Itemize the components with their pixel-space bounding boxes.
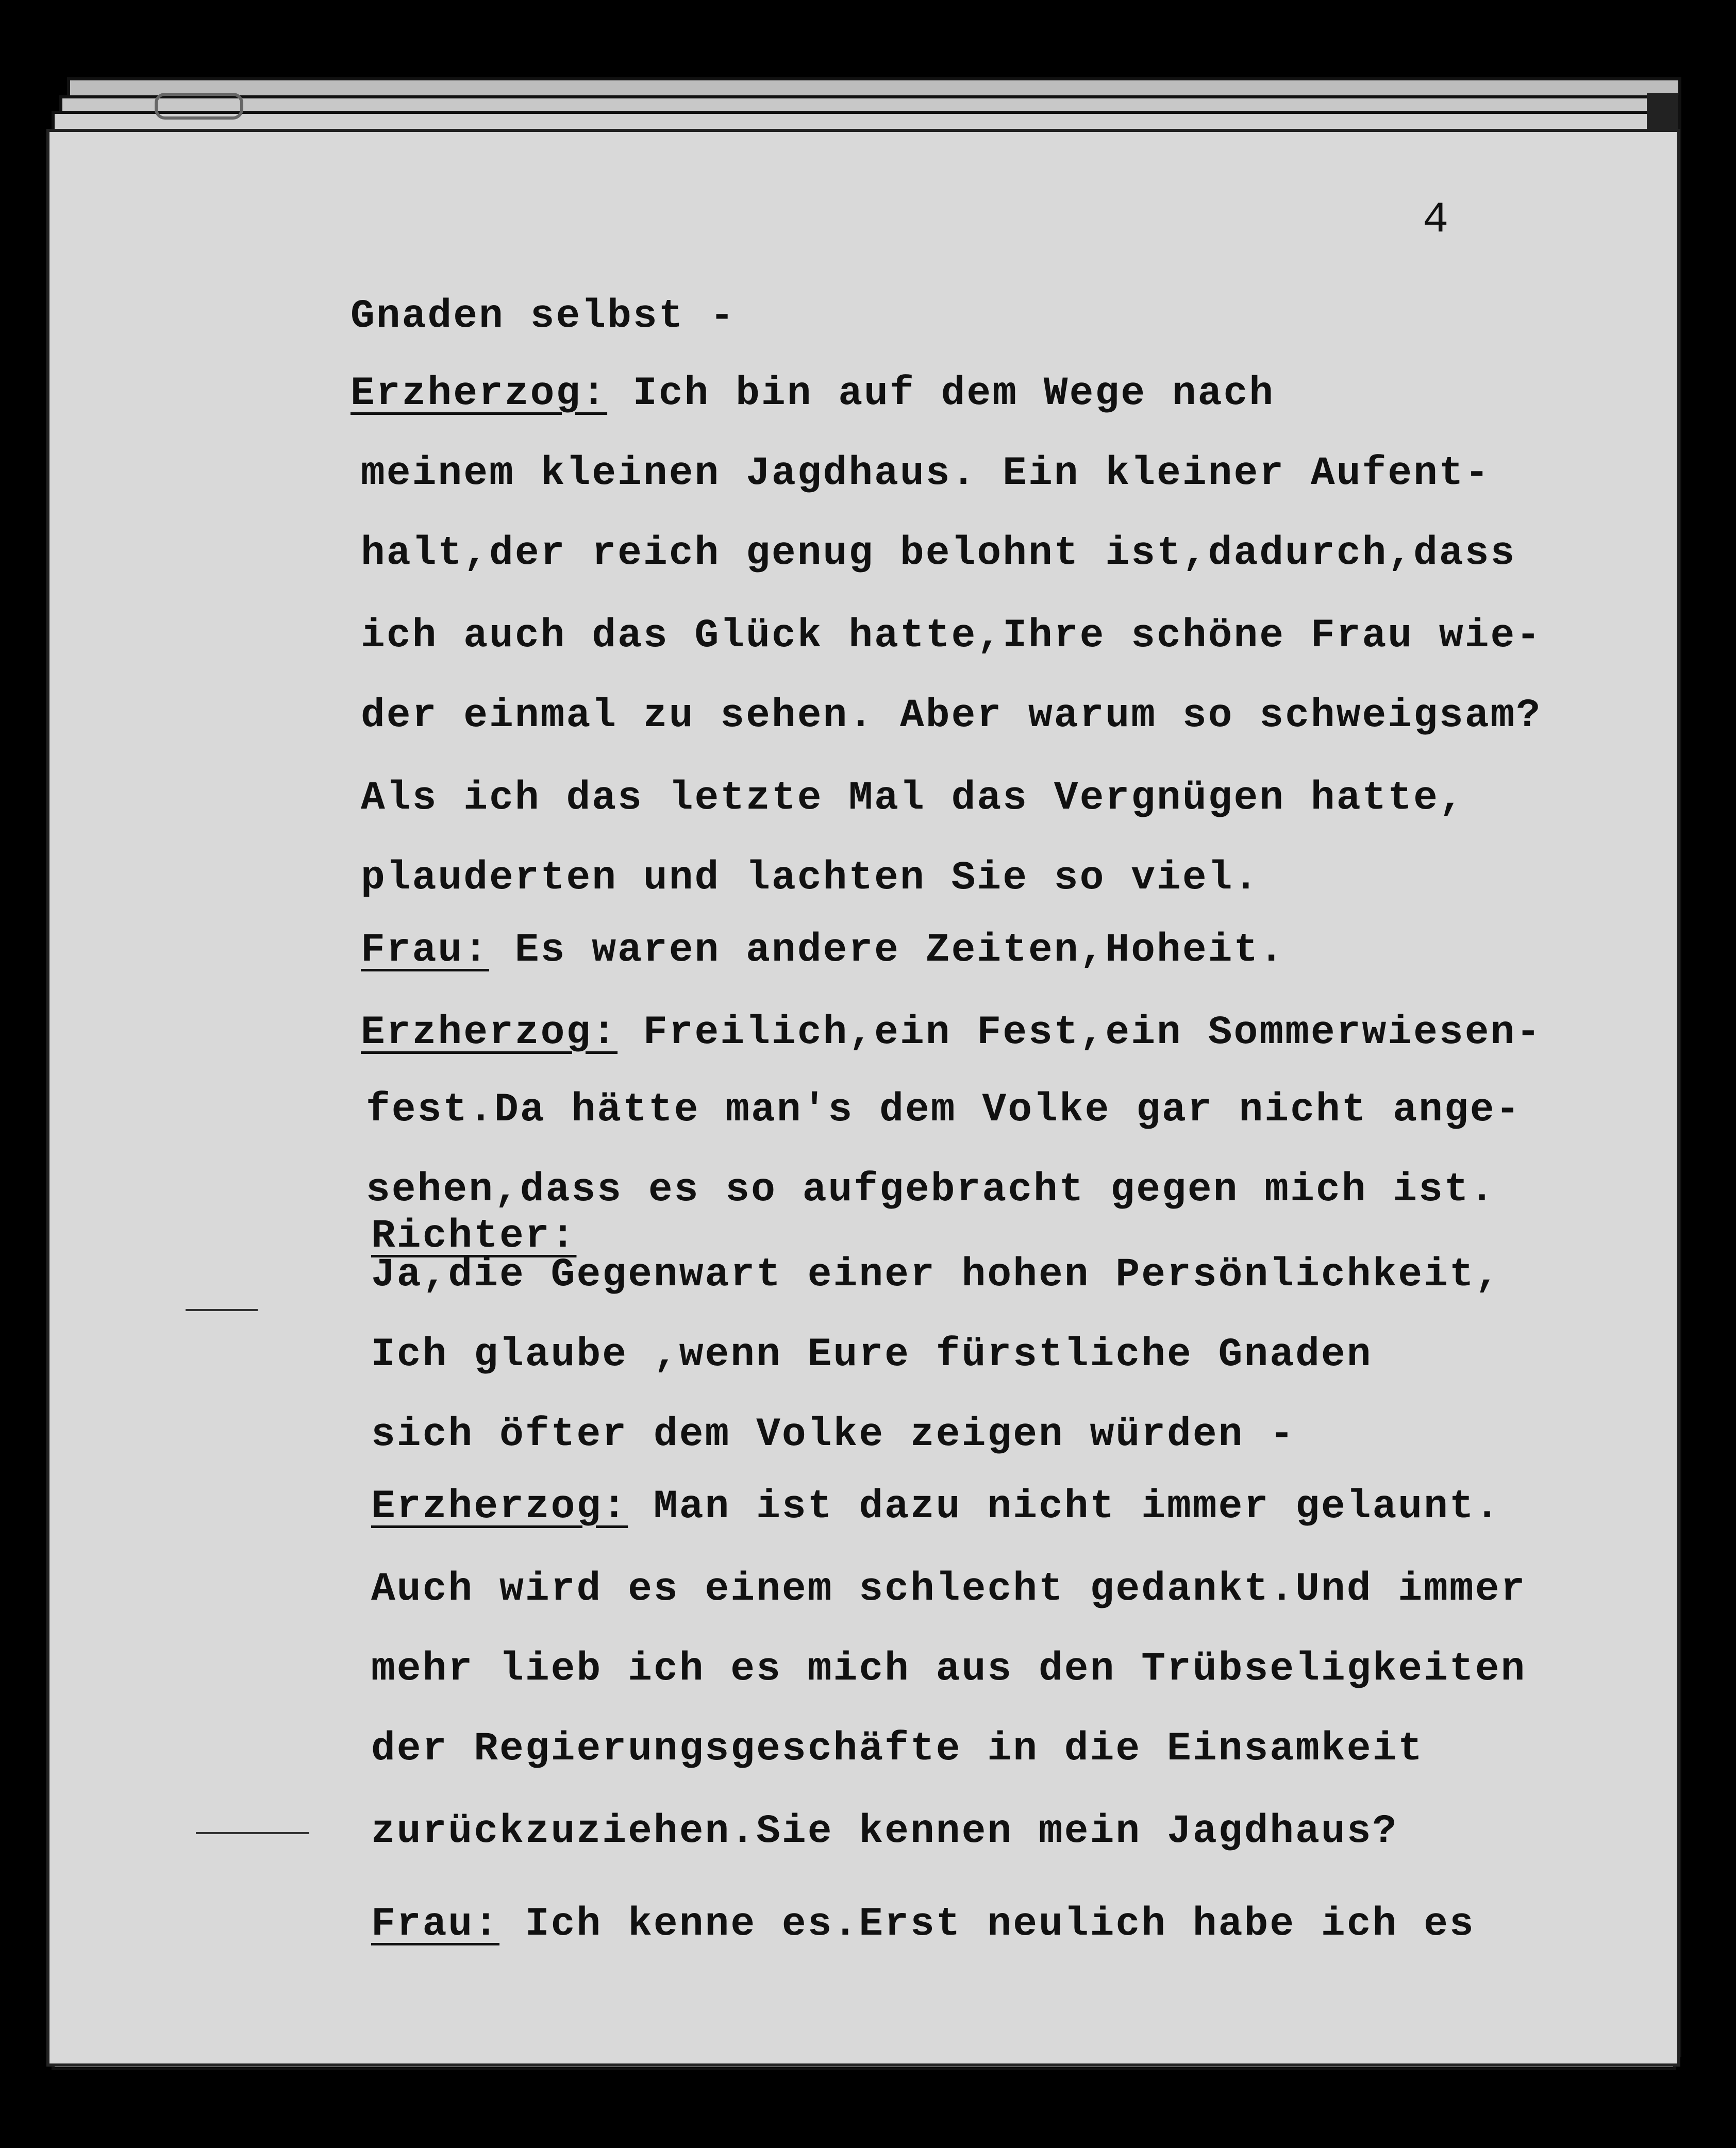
line-text: halt,der reich genug belohnt ist,dadurch,dass (361, 531, 1516, 576)
text-line (361, 451, 1491, 496)
line-text: Ich kenne es.Erst neulich habe ich es (499, 1902, 1475, 1947)
line-text: fest.Da hätte man's dem Volke gar nicht ange- (366, 1087, 1522, 1133)
text-line (361, 531, 1516, 576)
text-line (371, 1484, 1501, 1530)
line-text: plauderten und lachten Sie so viel. (361, 855, 1260, 901)
text-line (371, 1252, 1501, 1298)
line-text: ich auch das Glück hatte,Ihre schöne Frau wie- (361, 613, 1542, 659)
text-line (371, 1567, 1526, 1612)
line-text: Freilich,ein Fest,ein Sommerwiesen- (617, 1010, 1542, 1055)
margin-mark (196, 1832, 309, 1834)
line-text: zurückzuziehen.Sie kennen mein Jagdhaus? (371, 1809, 1398, 1854)
text-line (361, 1010, 1542, 1055)
line-text: Als ich das letzte Mal das Vergnügen hatte, (361, 776, 1465, 821)
speaker-name: Erzherzog: (371, 1484, 628, 1530)
line-text: Es waren andere Zeiten,Hoheit. (489, 928, 1286, 973)
paper-clip-icon (155, 93, 243, 120)
line-text: sich öfter dem Volke zeigen würden - (371, 1412, 1296, 1457)
text-line (361, 693, 1542, 739)
text-line (366, 1167, 1496, 1213)
speaker-name: Richter: (371, 1214, 577, 1259)
line-text: Auch wird es einem schlecht gedankt.Und immer (371, 1567, 1527, 1612)
text-line (371, 1412, 1295, 1457)
line-text: meinem kleinen Jagdhaus. Ein kleiner Aufent- (361, 451, 1491, 496)
speaker-name: Erzherzog: (361, 1010, 618, 1055)
page-number: 4 (1423, 196, 1449, 245)
text-line (371, 1726, 1424, 1772)
text-line (350, 371, 1275, 416)
line-text: sehen,dass es so aufgebracht gegen mich ist. (366, 1167, 1496, 1213)
text-line (361, 928, 1285, 973)
line-text: Man ist dazu nicht immer gelaunt. (628, 1484, 1501, 1530)
text-line (361, 613, 1542, 659)
line-text: Ich bin auf dem Wege nach (607, 371, 1275, 416)
line-text: Ich glaube ,wenn Eure fürstliche Gnaden (371, 1332, 1373, 1378)
text-line (371, 1647, 1526, 1692)
line-text: der einmal zu sehen. Aber warum so schweigsam? (361, 693, 1542, 739)
speaker-name: Erzherzog: (350, 371, 608, 416)
text-line (371, 1809, 1398, 1854)
text-line (361, 776, 1465, 821)
text-line (361, 855, 1259, 901)
text-line (371, 1902, 1475, 1947)
line-text: mehr lieb ich es mich aus den Trübseligkeiten (371, 1647, 1527, 1692)
speaker-name: Frau: (361, 928, 490, 973)
line-text: Ja,die Gegenwart einer hohen Persönlichkeit, (371, 1252, 1501, 1298)
text-line (371, 1332, 1373, 1378)
speaker-name: Frau: (371, 1902, 500, 1947)
line-text: der Regierungsgeschäfte in die Einsamkeit (371, 1726, 1424, 1772)
line-text: Gnaden selbst - (350, 294, 736, 339)
text-line (366, 1087, 1521, 1133)
text-line (350, 294, 736, 339)
margin-mark (186, 1309, 258, 1311)
